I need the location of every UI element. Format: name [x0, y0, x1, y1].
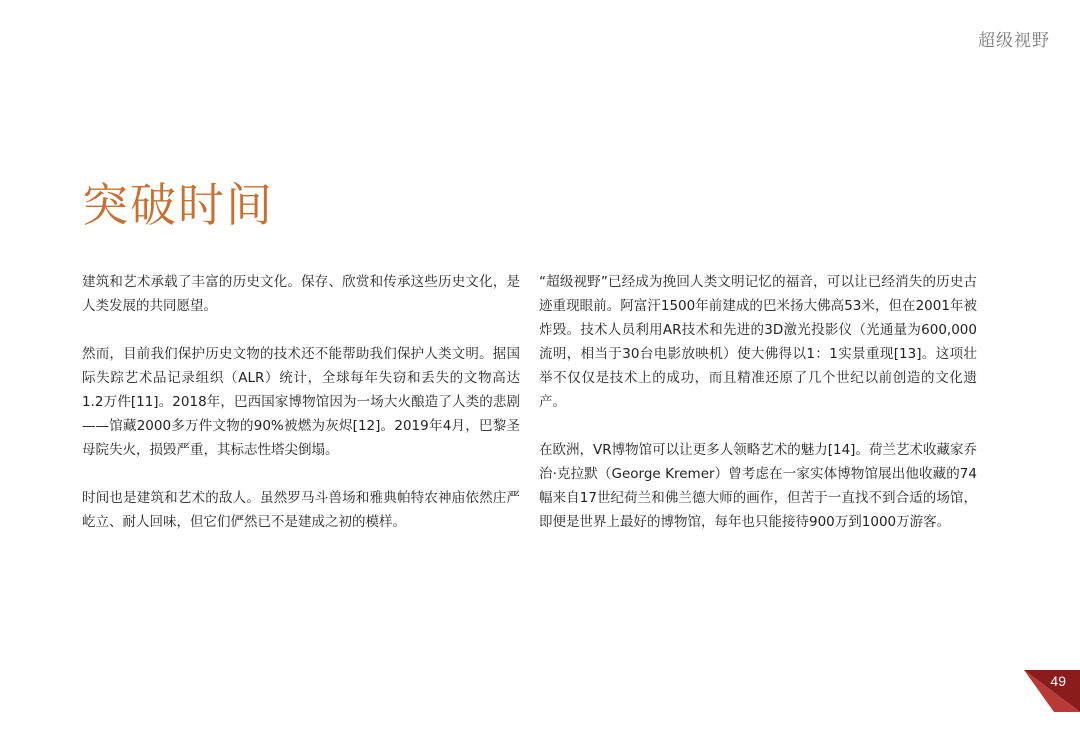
right-column [539, 270, 977, 558]
page-number: 49 [1050, 673, 1066, 689]
body-paragraph: “超级视野”已经成为挽回人类文明记忆的福音，可以让已经消失的历史古迹重现眼前。阿富汗1500年前建成的巴米扬大佛高53米，但在2001年被炸毁。技术人员利用AR技术和先进的3D激光投影仪（光通量为600,000流明，相当于30台电影放映机）使大佛得以1：1实景重现[13]。这项壮举不仅仅是技术上的成功，而且精准还原了几个世纪以前创造的文化遗产。 [539, 274, 977, 410]
body-paragraph: 建筑和艺术承载了丰富的历史文化。保存、欣赏和传承这些历史文化，是人类发展的共同愿望。 [82, 274, 520, 314]
left-column [82, 270, 520, 558]
body-paragraph: 时间也是建筑和艺术的敌人。虽然罗马斗兽场和雅典帕特农神庙依然庄严屹立、耐人回味，但它们俨然已不是建成之初的模样。 [82, 490, 520, 530]
running-header-title: 超级视野 [978, 31, 1050, 51]
section-title: 突破时间 [82, 178, 274, 232]
body-paragraph: 在欧洲，VR博物馆可以让更多人领略艺术的魅力[14]。荷兰艺术收藏家乔治·克拉默（George Kremer）曾考虑在一家实体博物馆展出他收藏的74幅来自17世纪荷兰和佛兰德大师的画作，但苦于一直找不到合适的场馆，即便是世界上最好的博物馆，每年也只能接待900万到1000万游客。 [539, 442, 977, 530]
body-paragraph: 然而，目前我们保护历史文物的技术还不能帮助我们保护人类文明。据国际失踪艺术品记录组织（ALR）统计，全球每年失窃和丢失的文物高达1.2万件[11]。2018年，巴西国家博物馆因为一场大火酿造了人类的悲剧——馆藏2000多万件文物的90%被燃为灰烬[12]。2019年4月，巴黎圣母院失火，损毁严重，其标志性塔尖倒塌。 [82, 346, 520, 458]
